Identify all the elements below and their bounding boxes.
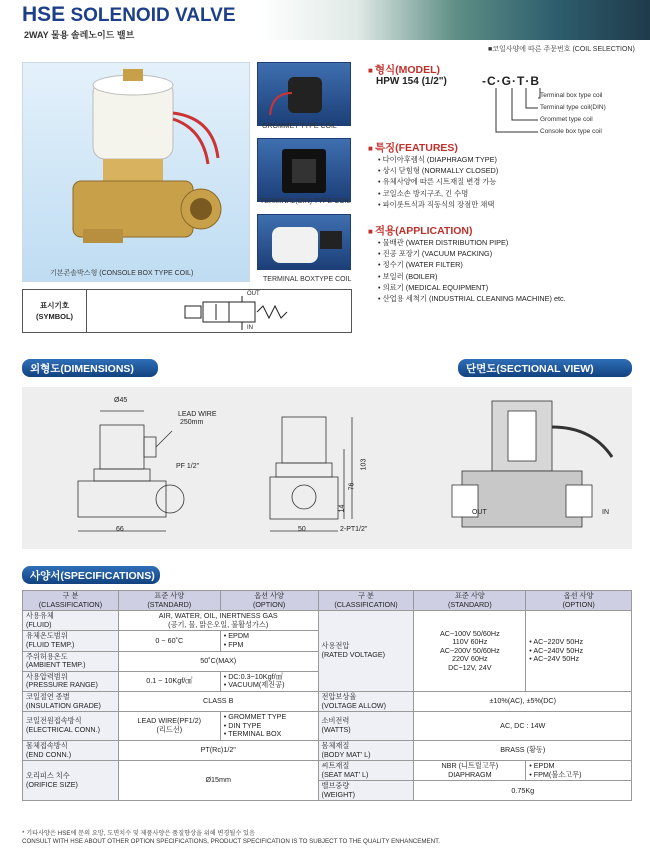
features-heading: ■ 특징(FEATURES) (368, 140, 458, 155)
table-row: 코일전원접속방식 (ELECTRICAL CONN.) LEAD WIRE(PF1/2) (리드선) • GROMMET TYPE • DIN TYPE • TERMINAL BOX 소비전력 (WATTS) AC, DC : 14W (23, 712, 632, 741)
dim-height-103: 103 (360, 458, 368, 471)
model-label-grommet: Grommet type coil (540, 116, 593, 123)
coil-selection-label: ■코일사양에 따른 주문번호 (COIL SELECTION) (488, 46, 635, 53)
symbol-in-label: IN (247, 325, 253, 331)
list-item: • 파이롯트식과 직동식의 장점만 채택 (378, 199, 498, 210)
dim-width-50: 50 (298, 526, 306, 533)
grommet-coil-caption: GROMMET TYPE COIL (262, 123, 337, 130)
table-row: 몸체접속방식 (END CONN.) PT(Rc)1/2" 몸체재질 (BODY MAT' L) BRASS (황동) (23, 740, 632, 760)
table-row: 코일절연 종별 (INSULATION GRADE) CLASS B 전압보상율 (VOLTAGE ALLOW) ±10%(AC), ±5%(DC) (23, 691, 632, 711)
dim-pf: PF 1/2" (176, 463, 200, 470)
dimension-drawing-area (22, 387, 632, 549)
list-item: • 보일러 (BOILER) (378, 271, 566, 282)
symbol-box (22, 289, 352, 333)
list-item: • 진공 포장기 (VACUUM PACKING) (378, 248, 566, 259)
valve-photo-drawing (23, 63, 251, 283)
list-item: • 다이아후렘식 (DIAPHRAGM TYPE) (378, 154, 498, 165)
list-item: • 산업용 세척기 (INDUSTRIAL CLEANING MACHINE) etc. (378, 293, 566, 304)
dim-height-76: 76 (348, 482, 356, 491)
list-item: • 유체사양에 따른 시트재질 변경 가능 (378, 176, 498, 187)
valve-symbol-icon (173, 292, 313, 332)
list-item: • 의료기 (MEDICAL EQUIPMENT) (378, 282, 566, 293)
dim-pt: 2-PT1/2" (340, 526, 368, 533)
terminal-din-coil-caption: TERMINAL(DIN) TYPE COIL (260, 198, 351, 205)
dim-width-66: 66 (116, 526, 124, 533)
specifications-heading: 사양서(SPECIFICATIONS) (22, 566, 160, 584)
table-row: 사용압력범위 (PRESSURE RANGE) 0.1 ~ 10Kgf/㎠ • DC:0.3~10Kgf/㎠ • VACUUM(제진공) (23, 671, 632, 691)
dim-lead-length: 250mm (180, 419, 204, 426)
main-photo-caption: 기본콘솔박스형 (CONSOLE BOX TYPE COIL) (50, 270, 194, 277)
table-row: 주위허용온도 (AMBIENT TEMP.) 50˚C(MAX) (23, 651, 632, 671)
section-in-label: IN (602, 509, 609, 516)
model-heading: ■ 형식(MODEL) (368, 62, 440, 77)
model-code-prefix: HPW 154 (1/2") (376, 76, 447, 87)
section-out-label: OUT (472, 509, 487, 516)
terminal-box-coil-caption: TERMINAL BOXTYPE COIL (263, 276, 352, 283)
dimension-drawing (22, 387, 632, 549)
specifications-table (22, 590, 632, 801)
model-code-suffix: -C·G·T·B (482, 74, 540, 88)
footnote-en: CONSULT WITH HSE ABOUT OTHER OPTION SPECIFICATIONS, PRODUCT SPECIFICATION IS TO SUBJECT TO THE QUALITY ENHANCEMENT. (22, 838, 440, 845)
terminal-box-coil-photo (257, 214, 351, 270)
list-item: • 상시 닫힘형 (NORMALLY CLOSED) (378, 165, 498, 176)
table-row: 밸브중량 (WEIGHT) 0.75Kg (23, 781, 632, 801)
symbol-out-label: OUT (247, 291, 260, 297)
terminal-din-coil-photo (257, 138, 351, 202)
model-label-console-box: Console box type coil (540, 128, 602, 135)
table-header-row: 구 분 (CLASSIFICATION) 표준 사양 (STANDARD) 옵션 사양 (OPTION) 구 분 (CLASSIFICATION) 표준 사양 (STANDARD) 옵션 사양 (OPTION) (23, 591, 632, 611)
dim-diameter: Ø45 (114, 397, 128, 404)
dim-height-14: 14 (338, 504, 346, 513)
table-row: 오리피스 치수 (ORIFICE SIZE) Ø15mm 씨트재질 (SEAT MAT' L) NBR (니트릴고무) DIAPHRAGM • EPDM • FPM(불소고무) (23, 761, 632, 781)
main-product-photo (22, 62, 250, 282)
table-row: 유체온도범위 (FLUID TEMP.) 0 ~ 60˚C • EPDM • FPM (23, 631, 632, 651)
application-list (378, 237, 566, 304)
list-item: • 물배관 (WATER DISTRIBUTION PIPE) (378, 237, 566, 248)
model-label-terminal-din: Terminal type coil(DIN) (540, 104, 606, 111)
list-item: • 정수기 (WATER FILTER) (378, 259, 566, 270)
symbol-label: 표시기호 (SYMBOL) (23, 290, 87, 332)
page-title: HSE SOLENOID VALVE (22, 3, 236, 26)
list-item: • 코일소손 방지구조, 긴 수명 (378, 188, 498, 199)
dim-lead-wire: LEAD WIRE (178, 411, 217, 418)
model-label-terminal-box: Terminal box type coil (540, 92, 603, 99)
application-heading: ■ 적용(APPLICATION) (368, 223, 473, 238)
features-list (378, 154, 498, 210)
page-subtitle: 2WAY 물용 솔레노이드 밸브 (24, 30, 135, 40)
table-row: 사용유체 (FLUID) AIR, WATER, OIL, INERTNESS GAS (공기, 물, 맑은오일, 불활성가스) 사용전압 (RATED VOLTAGE) AC~100V 50/60Hz 110V 60Hz AC~200V 50/60Hz 220V 60Hz DC~12V, 24V • AC~220V 50Hz • AC~240V 50Hz • AC~24V 50Hz (23, 611, 632, 631)
grommet-coil-photo (257, 62, 351, 126)
sectional-view-heading: 단면도(SECTIONAL VIEW) (458, 359, 632, 377)
dimensions-heading: 외형도(DIMENSIONS) (22, 359, 158, 377)
footnote-kr: * 기타사양은 HSE에 문의 요망, 도면치수 및 제품사양은 품질향상을 위해 변경될수 있음 (22, 830, 256, 837)
model-code-leader-lines (470, 86, 550, 142)
